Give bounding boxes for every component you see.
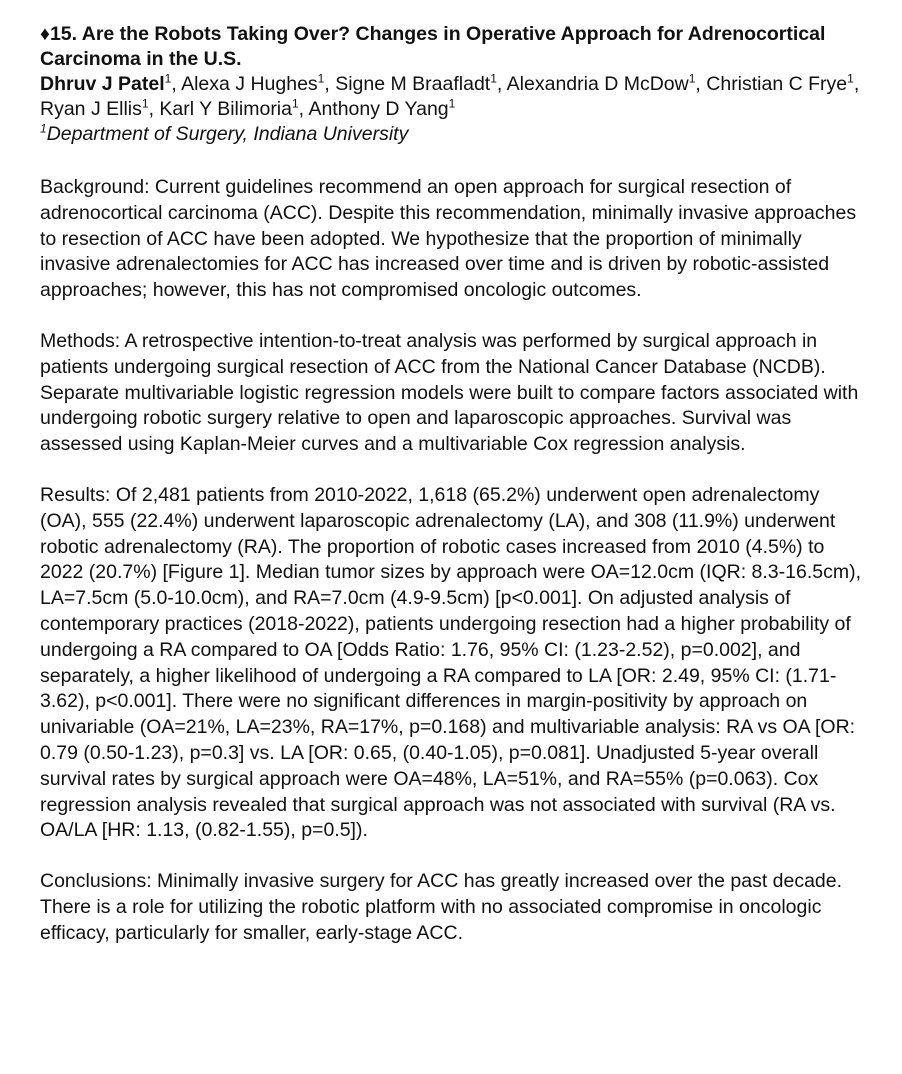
author-name: Alexa J Hughes (181, 73, 318, 95)
methods-section: Methods: A retrospective intention-to-treat analysis was performed by surgical approach in patients undergoing surgical resection of ACC from the National Cancer Database (NCDB). Separate multivariable logistic regression models were built to compare factors associated with undergoing robotic surgery relative to open and laparoscopic approaches. Survival was assessed using Kaplan-Meier curves and a multivariable Cox regression analysis. (40, 329, 859, 456)
author-affiliation-mark: 1 (490, 71, 497, 86)
author-name: Christian C Frye (706, 73, 848, 95)
author-separator: , (853, 73, 860, 95)
author-affiliation-mark: 1 (688, 71, 696, 86)
author-name: Ryan J Ellis (40, 98, 142, 120)
spacer (40, 458, 868, 483)
author-name: Signe M Braafladt (335, 73, 491, 95)
abstract (40, 22, 868, 947)
abstract-title: ♦15. Are the Robots Taking Over? Changes in Operative Approach for Adrenocortical Carcinoma in the U.S. (40, 23, 826, 70)
author-affiliation-mark: 1 (164, 71, 172, 86)
author-separator: , (496, 73, 507, 95)
author-name: Dhruv J Patel (40, 73, 165, 95)
author-affiliation-mark: 1 (291, 96, 299, 111)
author-name: Karl Y Bilimoria (159, 98, 292, 120)
author-affiliation-mark: 1 (141, 96, 149, 111)
results-section: Results: Of 2,481 patients from 2010-2022, 1,618 (65.2%) underwent open adrenalectomy (OA), 555 (22.4%) underwent laparoscopic adrenalectomy (LA), and 308 (11.9%) underwent robotic adrenalectomy (RA). The proportion of robotic cases increased from 2010 (4.5%) to 2022 (20.7%) [Figure 1]. Median tumor sizes by approach were OA=12.0cm (IQR: 8.3-16.5cm), LA=7.5cm (5.0-10.0cm), and RA=7.0cm (4.9-9.5cm) [p<0.001]. On adjusted analysis of contemporary practices (2018-2022), patients undergoing resection had a higher probability of undergoing a RA compared to OA [Odds Ratio: 1.76, 95% CI: (1.23-2.52), p=0.002], and separately, a higher likelihood of undergoing a RA compared to LA [OR: 2.49, 95% CI: (1.71-3.62), p<0.001]. There were no significant differences in margin-positivity by approach on univariable (OA=21%, LA=23%, RA=17%, p=0.168) and multivariable analysis: RA vs OA [OR: 0.79 (0.50-1.23), p=0.3] vs. LA [OR: 0.65, (0.40-1.05), p=0.081]. Unadjusted 5-year overall survival rates by surgical approach were OA=48%, LA=51%, and RA=55% (p=0.063). Cox regression analysis revealed that surgical approach was not associated with survival (RA vs. OA/LA [HR: 1.13, (0.82-1.55), p=0.5]). (40, 483, 861, 842)
author-separator: , (148, 98, 160, 120)
author-name: Anthony D Yang (308, 98, 449, 120)
spacer (40, 147, 868, 175)
author-affiliation-mark: 1 (847, 71, 854, 86)
author-name: Alexandria D McDow (506, 73, 689, 95)
affiliation-mark: 1 (40, 121, 47, 136)
author-list (40, 72, 868, 122)
author-affiliation-mark: 1 (448, 96, 456, 111)
affiliation-text: Department of Surgery, Indiana University (46, 123, 409, 145)
conclusions-section: Conclusions: Minimally invasive surgery for ACC has greatly increased over the past decade. There is a role for utilizing the robotic platform with no associated compromise in oncologic efficacy, particularly for smaller, early-stage ACC. (40, 870, 843, 944)
spacer (40, 304, 868, 329)
affiliation (40, 122, 868, 147)
author-affiliation-mark: 1 (317, 71, 325, 86)
author-separator: , (298, 98, 309, 120)
author-separator: , (695, 73, 707, 95)
background-section: Background: Current guidelines recommend an open approach for surgical resection of adrenocortical carcinoma (ACC). Despite this recommendation, minimally invasive approaches to resection of ACC have been adopted. We hypothesize that the proportion of minimally invasive adrenalectomies for ACC has increased over time and is driven by robotic-assisted approaches; however, this has not compromised oncologic outcomes. (40, 176, 857, 302)
spacer (40, 844, 868, 869)
author-separator: , (324, 73, 336, 95)
author-separator: , (171, 73, 182, 95)
